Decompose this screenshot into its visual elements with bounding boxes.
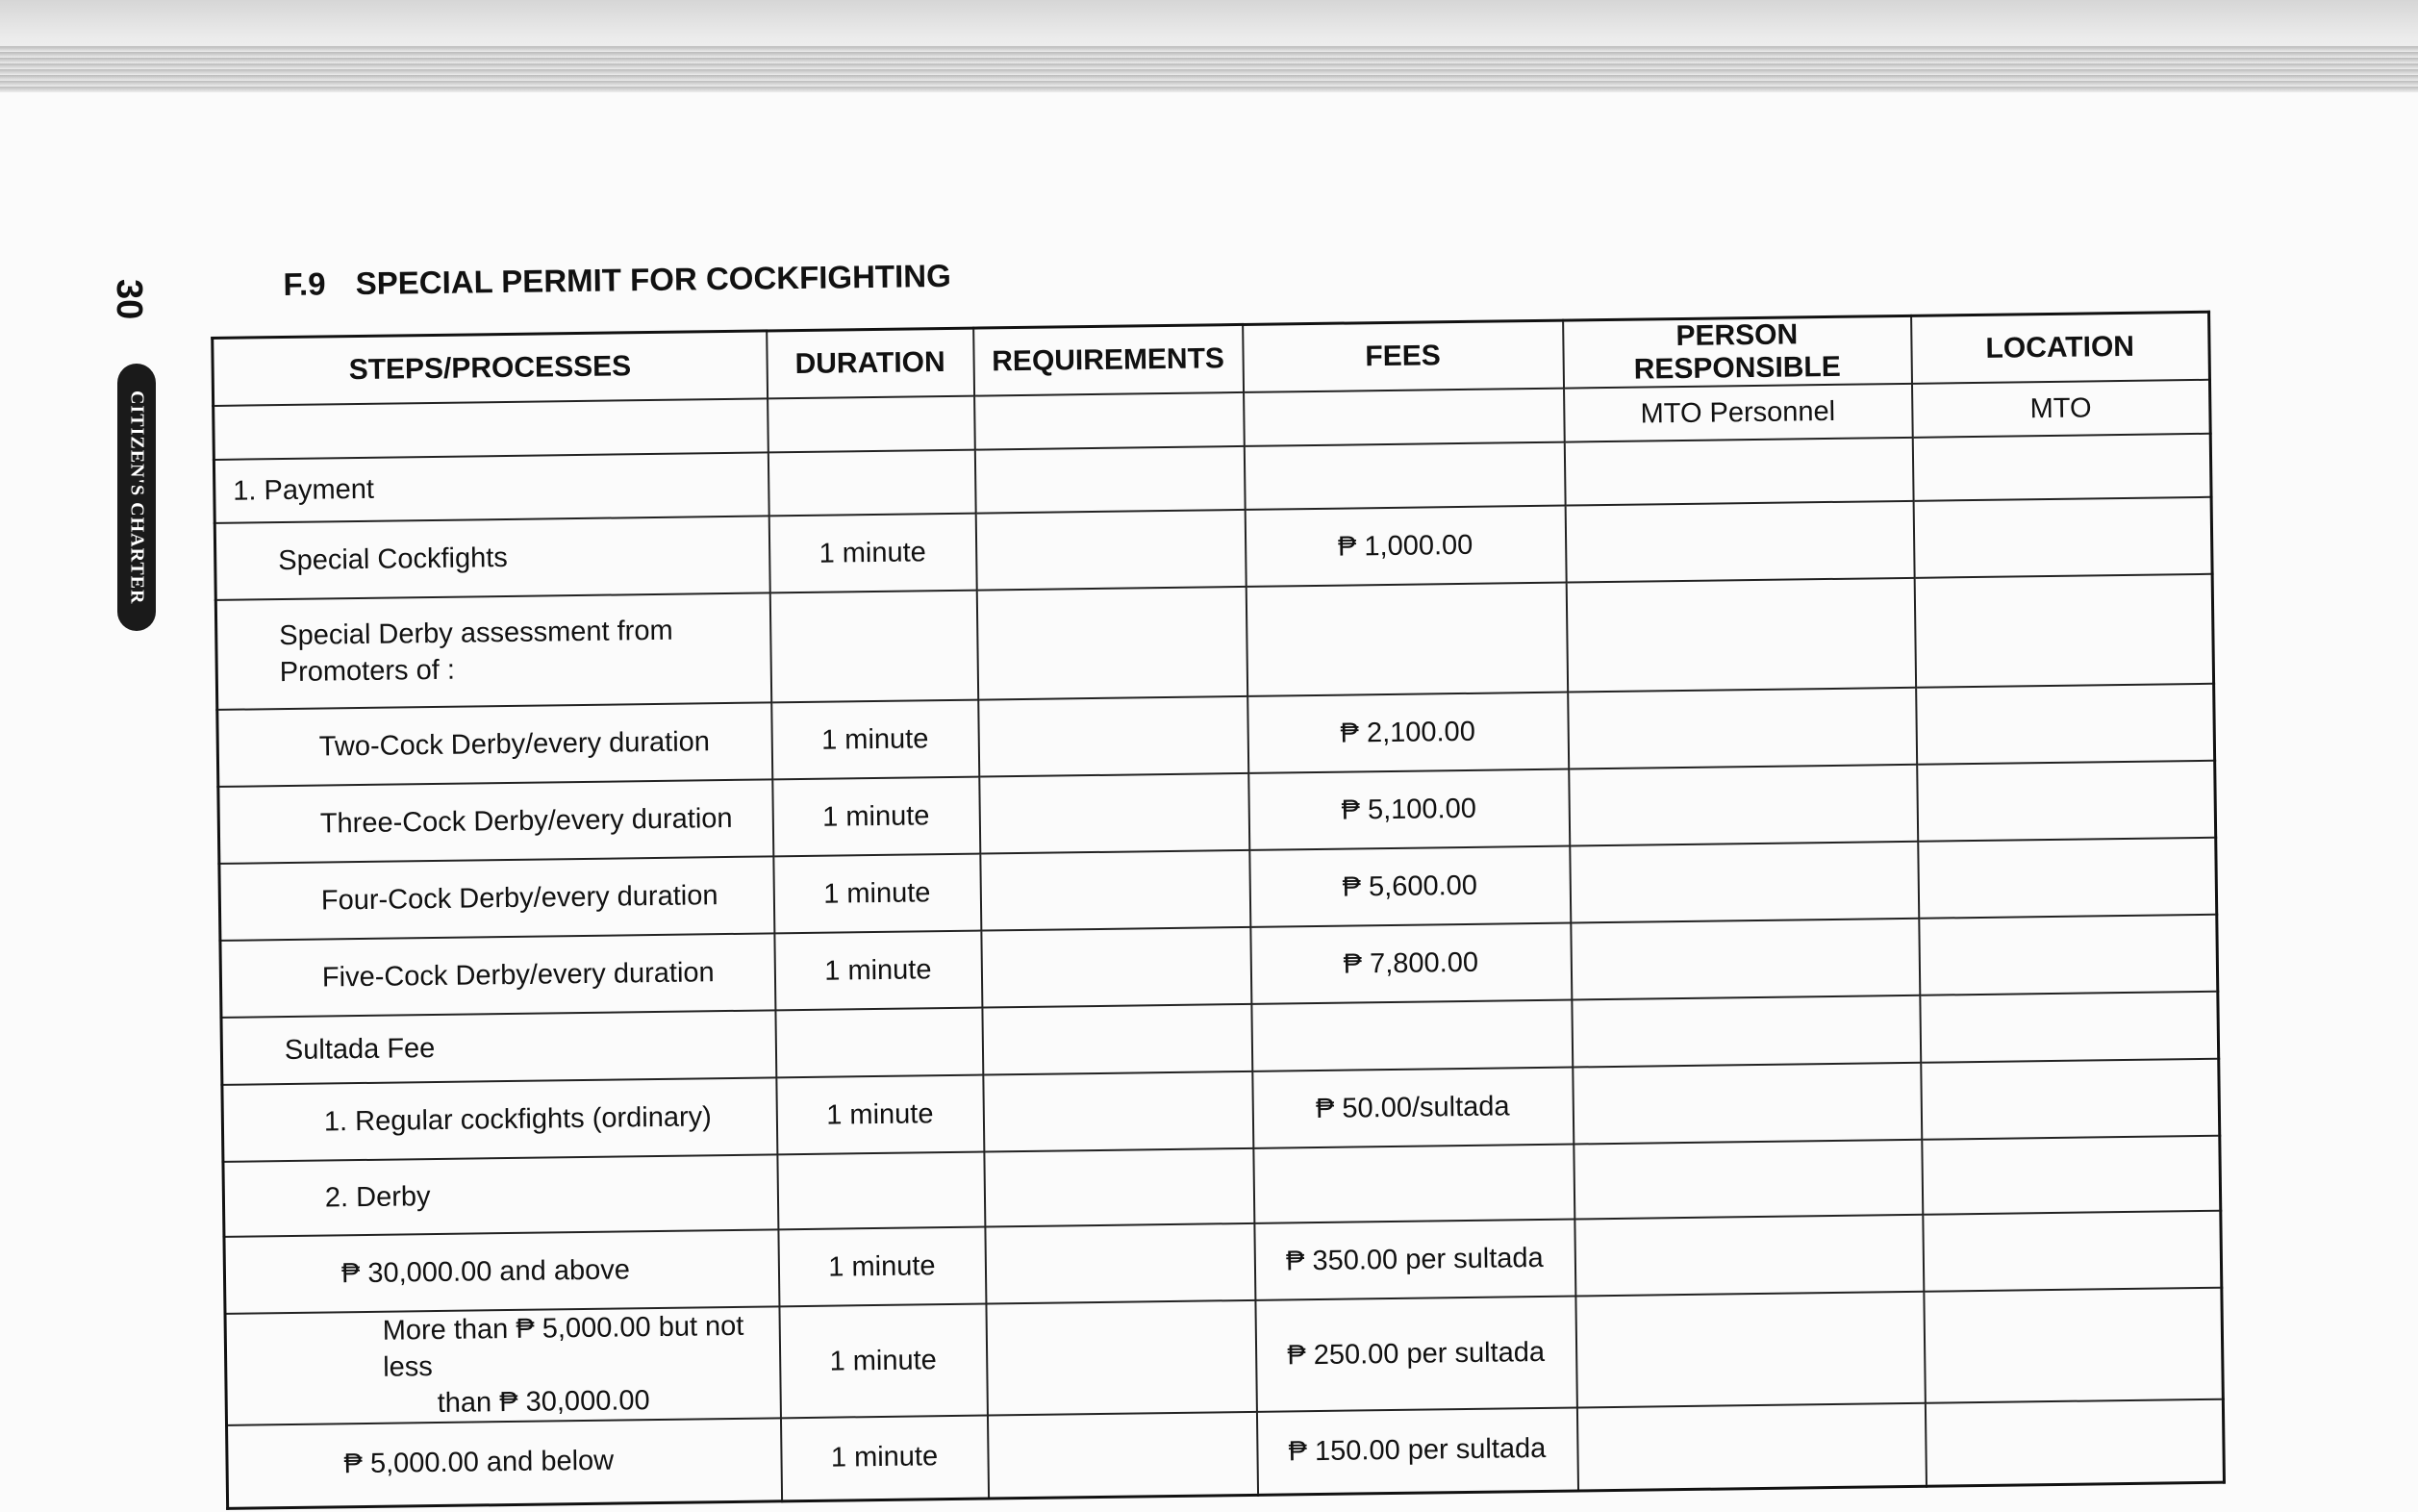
cell-duration: 1 minute — [771, 700, 979, 780]
cell-step — [225, 1306, 780, 1425]
cell-duration — [777, 1152, 985, 1230]
cell-person — [1570, 842, 1919, 923]
cell-fees — [1246, 583, 1567, 696]
cell-location — [1923, 1211, 2222, 1292]
cell-requirements — [980, 850, 1250, 931]
cell-step-line2: Promoters of : — [279, 654, 456, 689]
cell-step-line1: Special Derby assessment from — [279, 615, 673, 652]
cell-fees: ₱ 150.00 per sultada — [1256, 1407, 1577, 1494]
cell-duration — [769, 591, 977, 703]
cell-step — [214, 398, 768, 460]
cell-requirements — [982, 1004, 1252, 1075]
cell-step: 1. Regular cockfights (ordinary) — [222, 1077, 777, 1162]
cell-duration: 1 minute — [776, 1075, 984, 1155]
cell-fees: ₱ 5,100.00 — [1248, 769, 1570, 850]
cell-location — [1921, 1059, 2220, 1140]
cell-location — [1922, 1136, 2221, 1215]
cell-step: 2. Derby — [223, 1154, 778, 1237]
section-title-text: SPECIAL PERMIT FOR COCKFIGHTING — [355, 257, 951, 302]
cell-location — [1920, 992, 2219, 1063]
cell-person: MTO Personnel — [1564, 384, 1913, 442]
cell-requirements — [986, 1300, 1256, 1416]
cell-fees — [1253, 1145, 1574, 1223]
cell-person — [1575, 1292, 1925, 1408]
cell-duration — [768, 450, 975, 517]
cell-requirements — [978, 696, 1248, 777]
cell-location — [1924, 1288, 2223, 1403]
cell-location — [1914, 574, 2213, 688]
cell-person — [1564, 438, 1913, 506]
cell-duration: 1 minute — [778, 1227, 986, 1307]
cell-requirements — [985, 1223, 1255, 1304]
cell-step: 1. Payment — [214, 452, 768, 523]
cell-person — [1571, 919, 1920, 1000]
cell-fees — [1244, 442, 1565, 510]
cell-requirements — [984, 1148, 1254, 1227]
cell-duration: 1 minute — [780, 1416, 988, 1501]
cell-requirements — [975, 510, 1246, 591]
cell-fees — [1251, 1000, 1573, 1071]
cell-requirements — [974, 392, 1245, 450]
cell-duration: 1 minute — [779, 1304, 987, 1419]
column-header-duration: DURATION — [767, 328, 974, 398]
cell-location — [1912, 434, 2211, 501]
cell-requirements — [983, 1071, 1253, 1152]
cell-fees — [1244, 389, 1565, 446]
cell-requirements — [976, 587, 1247, 700]
cell-fees: ₱ 7,800.00 — [1250, 923, 1572, 1004]
column-header-location: LOCATION — [1911, 312, 2210, 384]
cell-requirements — [981, 927, 1251, 1008]
cell-step: Special Cockfights — [214, 516, 769, 600]
cell-person — [1566, 578, 1915, 693]
cell-fees: ₱ 5,600.00 — [1249, 846, 1571, 927]
cell-step-line2: than ₱ 30,000.00 — [437, 1385, 650, 1420]
cell-location — [1917, 761, 2216, 842]
cell-location — [1913, 497, 2212, 578]
cell-fees: ₱ 1,000.00 — [1245, 506, 1566, 587]
cell-step: Three-Cock Derby/every duration — [218, 779, 773, 864]
cell-person — [1565, 501, 1914, 583]
cell-step: ₱ 30,000.00 and above — [224, 1229, 779, 1314]
cell-duration — [768, 396, 975, 453]
cell-location: MTO — [1911, 380, 2210, 438]
fees-table — [211, 311, 2226, 1510]
cell-step — [215, 592, 770, 710]
cell-requirements — [974, 446, 1245, 514]
side-label: CITIZEN'S CHARTER — [117, 364, 156, 631]
cell-step: Two-Cock Derby/every duration — [217, 702, 772, 787]
cell-duration: 1 minute — [774, 931, 982, 1011]
cell-duration — [775, 1008, 983, 1078]
cell-step: Sultada Fee — [221, 1010, 776, 1085]
cell-person — [1569, 765, 1918, 846]
cell-location — [1918, 838, 2217, 919]
page-number: 30 — [109, 279, 149, 320]
column-header-steps: STEPS/PROCESSES — [213, 331, 768, 406]
column-header-fees: FEES — [1243, 320, 1564, 392]
cell-location — [1916, 684, 2215, 765]
cell-person — [1572, 995, 1921, 1068]
section-code: F.9 — [283, 265, 326, 303]
cell-person — [1568, 688, 1917, 769]
cell-duration: 1 minute — [772, 777, 980, 857]
cell-requirements — [979, 773, 1249, 854]
cell-person — [1574, 1215, 1924, 1297]
cell-location — [1925, 1399, 2224, 1486]
cell-person — [1573, 1063, 1922, 1145]
cell-duration: 1 minute — [768, 514, 976, 593]
cell-step: Four-Cock Derby/every duration — [219, 856, 774, 941]
cell-requirements — [987, 1412, 1257, 1499]
cell-fees: ₱ 50.00/sultada — [1252, 1068, 1574, 1148]
cell-person — [1576, 1403, 1926, 1491]
cell-step-line1: More than ₱ 5,000.00 but not less — [382, 1310, 744, 1383]
cell-person — [1574, 1140, 1923, 1220]
column-header-requirements: REQUIREMENTS — [973, 324, 1244, 395]
cell-duration: 1 minute — [773, 854, 981, 934]
column-header-person: PERSON RESPONSIBLE — [1563, 315, 1912, 388]
cell-step: Five-Cock Derby/every duration — [220, 933, 775, 1018]
cell-step: ₱ 5,000.00 and below — [227, 1418, 782, 1508]
cell-fees: ₱ 350.00 per sultada — [1254, 1220, 1575, 1300]
cell-fees: ₱ 250.00 per sultada — [1255, 1297, 1576, 1412]
cell-fees: ₱ 2,100.00 — [1247, 693, 1569, 773]
cell-location — [1919, 915, 2218, 995]
